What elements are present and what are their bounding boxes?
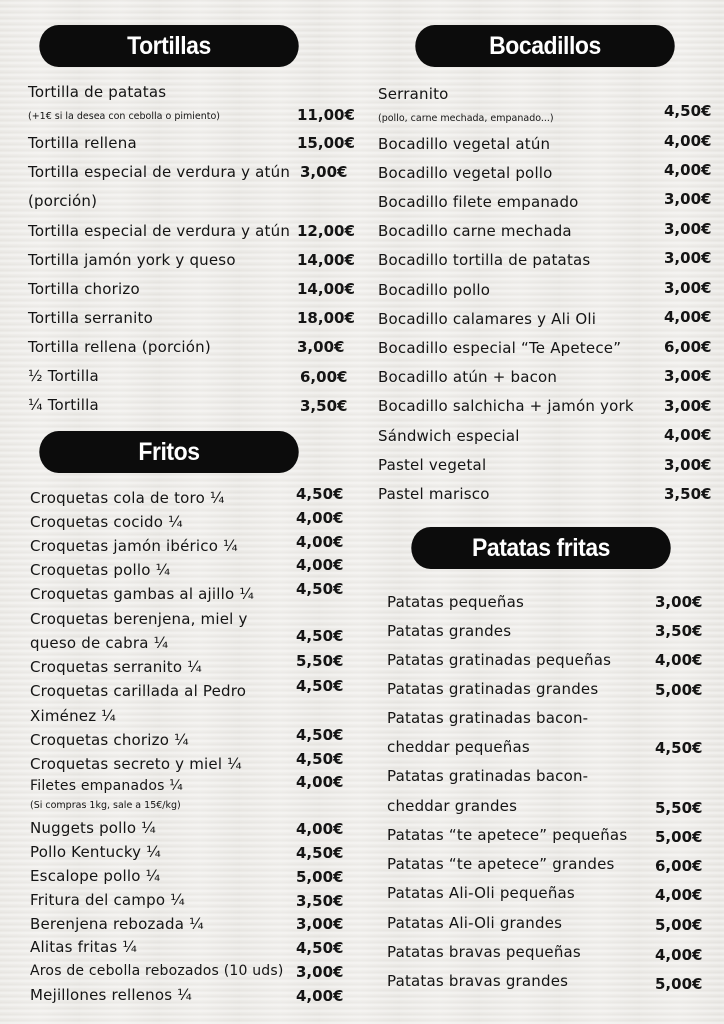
menu-item-note: (Si compras 1kg, sale a 15€/kg) [30,800,181,811]
menu-item-name: Bocadillo carne mechada [378,222,572,240]
menu-item-price: 4,00€ [296,533,344,551]
menu-item-price: 6,00€ [655,857,703,875]
menu-item-price: 3,00€ [296,915,344,933]
menu-item-price: 15,00€ [297,134,355,152]
menu-item-price: 4,50€ [664,102,712,120]
menu-item-name: Bocadillo salchicha + jamón york [378,397,634,415]
menu-item-price: 14,00€ [297,280,355,298]
menu-item-name: ½ Tortilla [28,367,99,385]
menu-item-name: Patatas gratinadas bacon- [387,767,589,785]
menu-item-price: 5,50€ [296,652,344,670]
menu-item-name-cont: queso de cabra ¼ [30,634,169,652]
menu-item-price: 3,00€ [296,963,344,981]
menu-item-price: 4,50€ [296,750,344,768]
menu-item-name: Patatas Ali-Oli grandes [387,914,563,932]
menu-item-name-cont: cheddar pequeñas [387,738,530,756]
menu-item-name: Patatas gratinadas pequeñas [387,651,612,669]
menu-item-name: Serranito [378,85,449,103]
menu-item-price: 4,00€ [296,509,344,527]
menu-item-name: Escalope pollo ¼ [30,867,161,885]
menu-item-name: Bocadillo calamares y Ali Oli [378,310,597,328]
menu-item-name: Bocadillo especial “Te Apetece” [378,339,622,357]
menu-item-price: 4,00€ [296,773,344,791]
menu-item-name: Bocadillo pollo [378,281,491,299]
menu-item-price: 3,00€ [664,220,712,238]
menu-item-name: Tortilla de patatas [28,83,167,101]
menu-item-name-cont: cheddar grandes [387,797,518,815]
menu-item-name: Croquetas secreto y miel ¼ [30,755,242,773]
menu-item-price: 5,00€ [655,681,703,699]
menu-item-price: 3,00€ [300,163,348,181]
menu-item-price: 3,50€ [296,892,344,910]
menu-item-name: Bocadillo tortilla de patatas [378,251,591,269]
menu-item-name: Croquetas jamón ibérico ¼ [30,537,238,555]
menu-item-price: 3,00€ [297,338,345,356]
menu-item-name: Patatas gratinadas bacon- [387,709,589,727]
menu-item-name: Patatas bravas grandes [387,972,569,990]
menu-item-name-cont: (porción) [28,192,98,210]
menu-item-price: 5,50€ [655,799,703,817]
menu-item-name: Tortilla especial de verdura y atún [28,222,291,240]
menu-item-price: 4,00€ [296,556,344,574]
menu-item-name: Tortilla jamón york y queso [28,251,236,269]
menu-item-name: Patatas “te apetece” grandes [387,855,615,873]
menu-item-name: Tortilla serranito [28,309,153,327]
menu-item-name: Bocadillo atún + bacon [378,368,558,386]
menu-item-name: ¼ Tortilla [28,396,99,414]
menu-item-name: Tortilla rellena [28,134,137,152]
menu-item-price: 6,00€ [664,338,712,356]
menu-item-name: Pastel vegetal [378,456,487,474]
menu-item-note: (pollo, carne mechada, empanado...) [378,113,554,124]
menu-item-price: 4,50€ [296,580,344,598]
menu-item-name: Croquetas pollo ¼ [30,561,171,579]
menu-item-price: 4,50€ [296,844,344,862]
menu-item-price: 4,50€ [655,739,703,757]
menu-item-price: 4,00€ [664,308,712,326]
menu-item-name: Tortilla chorizo [28,280,140,298]
menu-item-price: 3,00€ [664,279,712,297]
menu-item-name: Croquetas serranito ¼ [30,658,202,676]
menu-item-name: Tortilla especial de verdura y atún [28,163,291,181]
menu-item-note: (+1€ si la desea con cebolla o pimiento) [28,111,220,122]
menu-item-name: Aros de cebolla rebozados (10 uds) [30,963,284,979]
menu-item-price: 4,00€ [655,886,703,904]
fritos-header: Fritos [39,431,298,473]
menu-item-name: Berenjena rebozada ¼ [30,915,204,933]
menu-item-price: 18,00€ [297,309,355,327]
menu-item-price: 4,00€ [655,946,703,964]
menu-item-name: Croquetas cocido ¼ [30,513,183,531]
menu-item-name: Bocadillo vegetal pollo [378,164,553,182]
menu-item-price: 11,00€ [297,106,355,124]
menu-item-price: 4,00€ [655,651,703,669]
menu-item-name: Croquetas berenjena, miel y [30,610,248,628]
menu-item-price: 4,00€ [296,987,344,1005]
patatas-fritas-header: Patatas fritas [411,527,670,569]
menu-item-price: 3,00€ [655,593,703,611]
menu-item-price: 12,00€ [297,222,355,240]
tortillas-header: Tortillas [39,25,298,67]
menu-item-price: 3,50€ [300,397,348,415]
menu-item-name: Croquetas chorizo ¼ [30,731,189,749]
menu-item-name: Croquetas carillada al Pedro [30,682,247,700]
menu-item-price: 4,50€ [296,726,344,744]
menu-item-name: Bocadillo filete empanado [378,193,579,211]
menu-item-name-cont: Ximénez ¼ [30,707,116,725]
menu-item-price: 14,00€ [297,251,355,269]
menu-item-price: 3,50€ [655,622,703,640]
menu-item-price: 5,00€ [655,828,703,846]
menu-item-price: 3,50€ [664,485,712,503]
menu-item-name: Patatas Ali-Oli pequeñas [387,884,575,902]
menu-item-name: Croquetas gambas al ajillo ¼ [30,585,255,603]
menu-item-name: Pastel marisco [378,485,490,503]
menu-item-price: 3,00€ [664,456,712,474]
menu-item-name: Alitas fritas ¼ [30,938,138,956]
menu-item-name: Pollo Kentucky ¼ [30,843,161,861]
menu-item-name: Bocadillo vegetal atún [378,135,551,153]
menu-item-price: 5,00€ [655,916,703,934]
menu-item-name: Patatas pequeñas [387,593,525,611]
menu-item-price: 3,00€ [664,367,712,385]
menu-item-name: Patatas gratinadas grandes [387,680,599,698]
menu-item-name: Croquetas cola de toro ¼ [30,489,225,507]
menu-item-name: Sándwich especial [378,427,520,445]
menu-item-price: 5,00€ [296,868,344,886]
menu-item-name: Tortilla rellena (porción) [28,338,211,356]
menu-item-name: Patatas “te apetece” pequeñas [387,826,628,844]
bocadillos-header: Bocadillos [415,25,674,67]
menu-item-price: 3,00€ [664,190,712,208]
menu-item-name: Mejillones rellenos ¼ [30,986,192,1004]
menu-item-price: 4,00€ [296,820,344,838]
menu-item-name: Patatas bravas pequeñas [387,943,581,961]
menu-item-price: 4,00€ [664,161,712,179]
menu-item-price: 4,00€ [664,132,712,150]
menu-item-price: 4,50€ [296,677,344,695]
menu-item-name: Fritura del campo ¼ [30,891,185,909]
menu-item-price: 3,00€ [664,397,712,415]
menu-item-price: 3,00€ [664,249,712,267]
menu-item-price: 4,50€ [296,939,344,957]
menu-item-name: Filetes empanados ¼ [30,778,184,794]
menu-item-price: 4,00€ [664,426,712,444]
menu-item-name: Nuggets pollo ¼ [30,819,156,837]
menu-item-price: 6,00€ [300,368,348,386]
menu-item-name: Patatas grandes [387,622,512,640]
menu-item-price: 4,50€ [296,627,344,645]
menu-item-price: 4,50€ [296,485,344,503]
menu-item-price: 5,00€ [655,975,703,993]
